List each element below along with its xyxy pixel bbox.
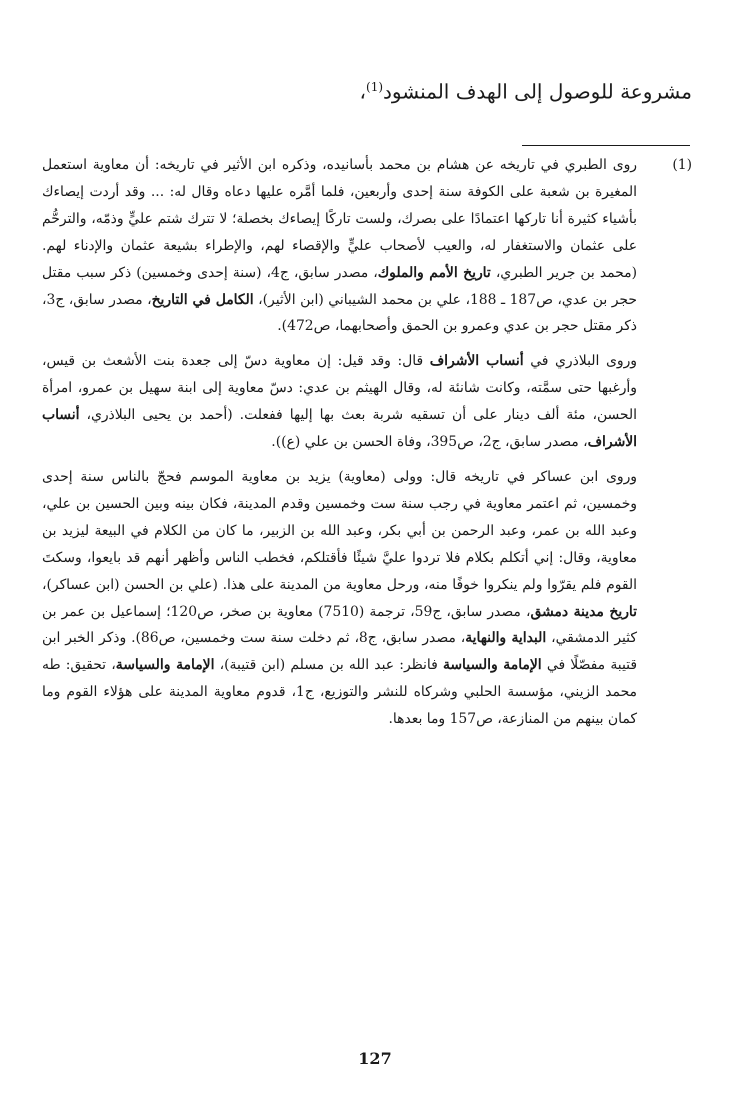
- footnote-text: ، مصدر سابق، ج8، ثم دخلت سنة ست وخمسين، ص86). وذكر الخبر ابن قتيبة مفصّلًا في: [42, 630, 637, 674]
- footnote-text: ، مصدر سابق، ج59، ترجمة (7510) معاوية بن صخر، ص120؛ إسماعيل بن عمر بن كثير الدمشقي،: [42, 603, 637, 647]
- body-text: مشروعة للوصول إلى الهدف المنشود: [383, 79, 692, 104]
- footnote-text: روى الطبري في تاريخه عن هشام بن محمد بأسانيده، وذكره ابن الأثير في تاريخه: أن معاوية استعمل المغيرة بن شعبة على الكوفة سنة إحدى وأربعين، فلما أمَّره عليها دعاه وقال له: ... وقد أردت إيصاءك بأشياء كثيرة أنا تاركها اعتمادًا على بصرك، ولست تاركًا إيصاءك بخصلة؛ لا تترك شتم عليٍّ وذمّه، والترحُّم على عثمان والاستغفار له، والعيب لأصحاب عليٍّ والإقصاء لهم، والإطراء بشيعة عثمان والإدناء لهم. (محمد بن جرير الطبري،: [42, 157, 637, 281]
- body-text-line: [52, 70, 692, 109]
- footnote-paragraphs: [42, 152, 692, 733]
- book-title: أنساب الأشراف: [42, 407, 637, 451]
- footnote-marker: (1): [672, 157, 692, 173]
- footnote-text: ، مصدر سابق، ج2، ص395، وفاة الحسن بن علي (ع)).: [271, 434, 588, 451]
- footnote-text: فانظر: عبد الله بن مسلم (ابن قتيبة)،: [214, 657, 443, 674]
- footnote-block: [42, 152, 692, 733]
- body-text-punctuation: ،: [359, 79, 366, 104]
- book-title: البداية والنهاية: [465, 630, 547, 647]
- footnote-text: وروى البلاذري في: [523, 353, 637, 370]
- footnote-separator: [522, 145, 690, 146]
- footnote-paragraph: [42, 152, 637, 340]
- footnote-text: قال: وقد قيل: إن معاوية دسّ إلى جعدة بنت الأشعث بن قيس، وأرغبها حتى سمَّته، وكانت شانئة له، وقال الهيثم بن عدي: دسّ معاوية إلى ابنة سهيل بن عمرو، امرأة الحسن، مئة ألف دينار على أن تسقيه شربة بعث بها إليها ففعلت. (أحمد بن يحيى البلاذري،: [42, 353, 637, 424]
- book-title: أنساب الأشراف: [429, 353, 524, 370]
- footnote-text: ، مصدر سابق، ج4، (سنة إحدى وخمسين) ذكر سبب مقتل حجر بن عدي، ص187 ـ 188، علي بن محمد الشيباني (ابن الأثير)،: [42, 264, 637, 308]
- book-title: تاريخ مدينة دمشق: [530, 603, 638, 620]
- footnote-text: وروى ابن عساكر في تاريخه قال: وولى (معاوية) يزيد بن معاوية الموسم فحجّ بالناس سنة إحدى وخمسين، ثم اعتمر معاوية في رجب سنة ست وخمسين وقدم المدينة، فكان بينه وبين الحسين بن علي، وعبد الله بن عمر، وعبد الرحمن بن أبي بكر، وعبد الله بن الزبير، ما كان من الكلام في البيعة ليزيد بن معاوية، وقال: إني أتكلم بكلام فلا تردوا عليَّ شيئًا فأقتلكم، فخطب الناس وأظهر أنهم قد بايعوا، وسكتَ القوم فلم يقرّوا ولم ينكروا خوفًا منه، ورحل معاوية من المدينة على هذا. (علي بن الحسن (ابن عساكر)،: [42, 468, 637, 593]
- book-title: الكامل في التاريخ: [151, 291, 254, 308]
- book-title: الإمامة والسياسة: [115, 657, 215, 674]
- book-title: تاريخ الأمم والملوك: [377, 264, 491, 281]
- book-title: الإمامة والسياسة: [442, 657, 542, 674]
- footnote-text: ، تحقيق: طه محمد الزيني، مؤسسة الحلبي وشركاه للنشر والتوزيع، ج1، قدوم معاوية المدينة على هؤلاء القوم وما كمان بينهم من المنازعة، ص157 وما بعدها.: [42, 657, 637, 728]
- footnote-paragraph: [42, 348, 637, 456]
- page-number: 127: [358, 1049, 392, 1068]
- footnote-paragraph: [42, 464, 637, 733]
- footnote-text: ، مصدر سابق، ج3، ذكر مقتل حجر بن عدي وعمرو بن الحمق وأصحابهما، ص472).: [42, 291, 637, 335]
- footnote-reference: (1): [366, 80, 384, 94]
